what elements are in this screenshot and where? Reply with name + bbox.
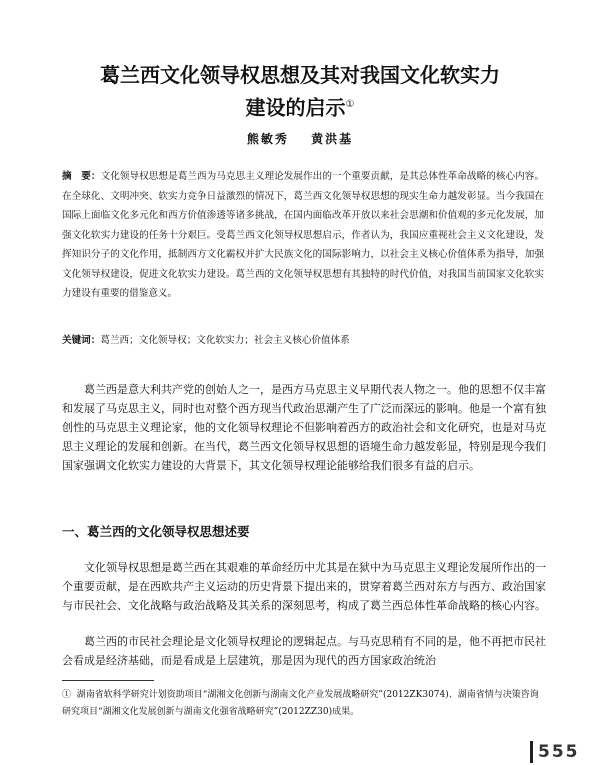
footnote-mark: ① [62,690,72,700]
author-line [0,130,600,147]
footnote-text: 湖南省软科学研究计划资助项目“湖湘文化创新与湖南文化产业发展战略研究”(2012ZK3074)、湖南省情与决策咨询研究项目“湖湘文化发展创新与湖南文化强省战略研究”(2012ZZ30)成果。 [62,690,539,717]
page-number: 555 [538,742,580,762]
title-footnote-mark[interactable]: ① [345,99,355,110]
author-name: 熊敏秀 [246,132,289,146]
abstract-text: 文化领导权思想是葛兰西为马克思主义理论发展作出的一个重要贡献，是其总体性革命战略的核心内容。在全球化、文明冲突、软实力竞争日益激烈的情况下，葛兰西文化领导权思想的现实生命力越发彰显。当今我国在国际上面临文化多元化和西方价值渗透等诸多挑战，在国内面临改革开放以来社会思潮和价值观的多元化发展，加强文化软实力建设的任务十分艰巨。受葛兰西文化领导权思想启示，作者认为，我国应重视社会主义文化建设，发挥知识分子的文化作用，抵制西方文化霸权并扩大民族文化的国际影响力，以社会主义核心价值体系为指导，加强文化领导权建设，促进文化软实力建设。葛兰西的文化领导权思想有其独特的时代价值，对我国当前国家文化软实力建设有重要的借鉴意义。 [62,171,545,299]
article-title-text: 建设的启示 [245,95,346,120]
keywords [62,331,544,350]
page-number-bar [530,741,533,763]
article-title-line-2 [40,90,560,123]
keywords-text: 葛兰西；文化领导权；文化软实力；社会主义核心价值体系 [100,335,350,346]
keywords-label: 关键词： [62,335,101,346]
body-paragraph: 葛兰西的市民社会理论是文化领导权理论的逻辑起点。与马克思稍有不同的是，他不再把市民社会看成是经济基础，而是看成是上层建筑，那是因为现代的西方国家政治统治 [62,635,546,667]
author-name: 黄洪基 [311,132,354,146]
section-heading: 一、葛兰西的文化领导权思想述要 [62,524,250,539]
intro-paragraph: 葛兰西是意大利共产党的创始人之一，是西方马克思主义早期代表人物之一。他的思想不仅丰富和发展了马克思主义，同时也对整个西方现当代政治思潮产生了广泛而深远的影响。他是一个富有独创性的马克思主义理论家，他的文化领导权理论不但影响着西方的政治社会和文化研究，也是对马克思主义理论的发展和创新。在当代，葛兰西文化领导权思想的语境生命力越发彰显，特别是现今我们国家强调文化软实力建设的大背景下，其文化领导权理论能够给我们很多有益的启示。 [62,383,546,472]
body-paragraph: 文化领导权思想是葛兰西在其艰难的革命经历中尤其是在狱中为马克思主义理论发展所作出的一个重要贡献，是在西欧共产主义运动的历史背景下提出来的，贯穿着葛兰西对东方与西方、政治国家与市民社会、文化战略与政治战略及其关系的深刻思考，构成了葛兰西总体性革命战略的核心内容。 [62,561,546,612]
footnote [62,687,546,721]
article-title-line-1: 葛兰西文化领导权思想及其对我国文化软实力 [100,63,500,87]
abstract [62,167,544,304]
footnote-divider [62,680,154,681]
abstract-label: 摘 要： [62,171,101,182]
